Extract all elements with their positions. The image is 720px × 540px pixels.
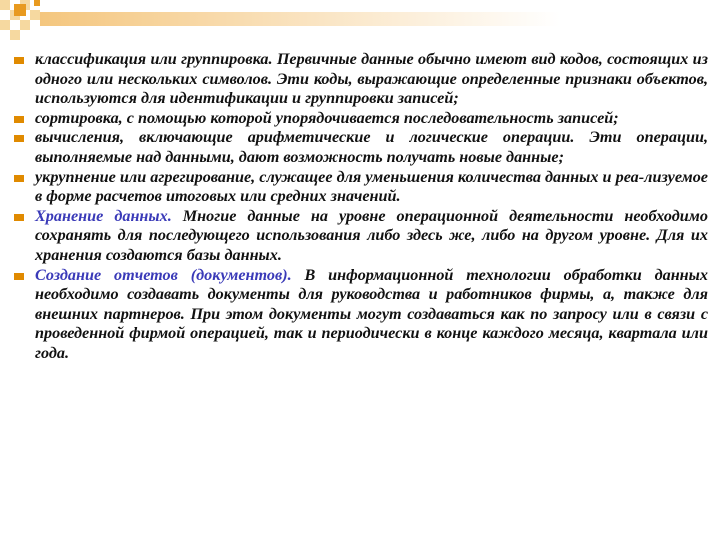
list-item — [14, 207, 708, 266]
square-bullet-icon — [14, 273, 24, 280]
list-item-highlight: Создание отчетов (документов). — [35, 265, 292, 284]
bullet-list — [14, 50, 708, 364]
list-item-text — [35, 168, 708, 207]
square-bullet-icon — [14, 214, 24, 221]
list-item-body: сортировка, с помощью которой упорядочивается последовательность записей; — [35, 108, 619, 127]
square-bullet-icon — [14, 57, 24, 64]
list-item — [14, 128, 708, 167]
square-bullet-icon — [14, 116, 24, 123]
list-item — [14, 168, 708, 207]
list-item-highlight: Хранение данных. — [35, 206, 172, 225]
square-bullet-icon — [14, 175, 24, 182]
list-item — [14, 109, 708, 129]
list-item-body: классификация или группировка. Первичные данные обычно имеют вид кодов, состоящих из одного или нескольких символов. Эти коды, выражающие определенные признаки объектов, используются для идентификации и группировки записей; — [35, 50, 708, 108]
list-item-text — [35, 128, 708, 167]
list-item-text — [35, 109, 708, 129]
list-item-text — [35, 207, 708, 266]
list-item-body: укрупнение или агрегирование, служащее для уменьшения количества данных и реа-лизуемое в форме расчетов итоговых или средних значений. — [35, 167, 708, 206]
list-item-body: вычисления, включающие арифметические и логические операции. Эти операции, выполняемые над данными, дают возможность получать новые данные; — [35, 128, 708, 166]
square-bullet-icon — [14, 135, 24, 142]
list-item-text — [35, 50, 708, 109]
list-item — [14, 50, 708, 109]
list-item-body: Многие данные на уровне операционной деятельности необходимо сохранять для последующего использования либо здесь же, либо на другом уровне. Для их хранения создаются базы данных. — [35, 206, 708, 264]
list-item-body: В информационной технологии обработки данных необходимо создавать документы для руководства и работников фирмы, а, также для внешних партнеров. При этом документы могут создаваться как по запросу или в связи с проведенной фирмой операцией, так и периодически в конце каждого месяца, квартала или года. — [35, 265, 708, 362]
list-item-text — [35, 266, 708, 364]
list-item — [14, 266, 708, 364]
corner-decoration — [0, 0, 720, 40]
